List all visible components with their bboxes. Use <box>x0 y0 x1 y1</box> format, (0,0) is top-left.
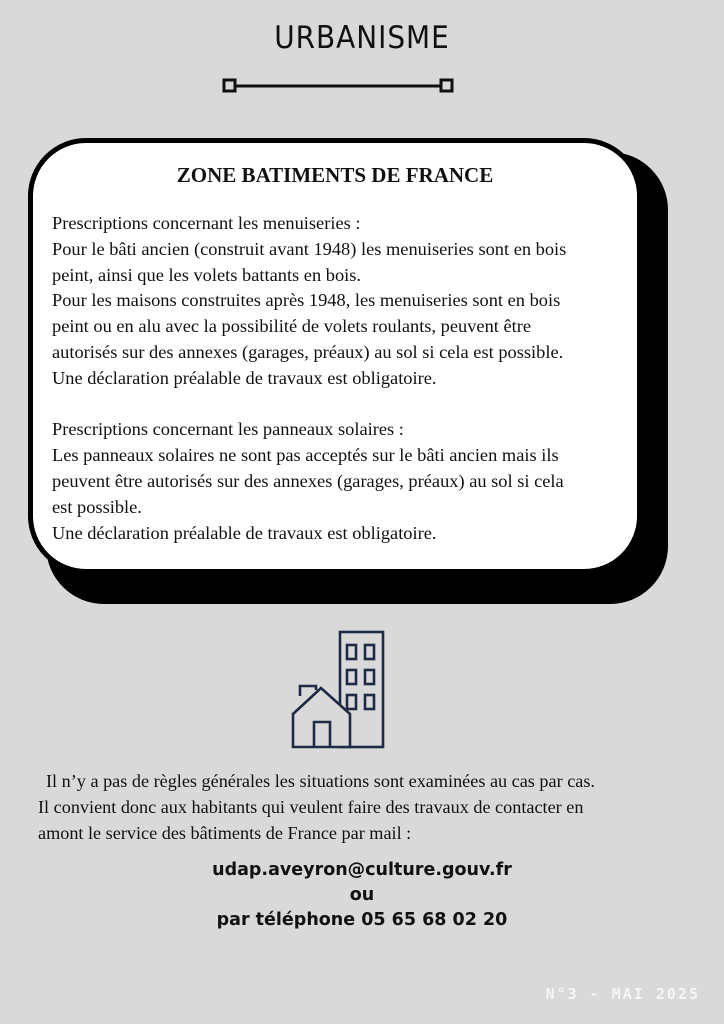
intro-line: Il n’y a pas de règles générales les situations sont examinées au cas par cas. <box>46 771 595 791</box>
divider-line-icon <box>222 78 454 94</box>
text-line: Une déclaration préalable de travaux est obligatoire. <box>52 522 437 543</box>
buildings-icon <box>290 630 386 750</box>
text-line: est possible. <box>52 496 142 517</box>
card-body <box>52 211 642 546</box>
contact-block <box>0 858 724 933</box>
text-line: autorisés sur des annexes (garages, préaux) au sol si cela est possible. <box>52 341 564 362</box>
text-line: Pour le bâti ancien (construit avant 1948) les menuiseries sont en bois <box>52 238 567 259</box>
card-title: ZONE BATIMENTS DE FRANCE <box>176 163 494 187</box>
contact-email[interactable]: udap.aveyron@culture.gouv.fr <box>212 860 512 880</box>
section-heading-menuiseries: Prescriptions concernant les menuiseries : <box>52 213 361 233</box>
info-card <box>28 138 642 574</box>
intro-text <box>38 768 698 846</box>
text-line: peuvent être autorisés sur des annexes (garages, préaux) au sol si cela <box>52 470 564 491</box>
page-title: URBANISME <box>274 20 450 56</box>
issue-footer: N°3 - MAI 2025 <box>545 985 700 1003</box>
section-heading-solaires: Prescriptions concernant les panneaux solaires : <box>52 419 404 440</box>
text-line: Une déclaration préalable de travaux est obligatoire. <box>52 367 437 388</box>
intro-line: Il convient donc aux habitants qui veulent faire des travaux de contacter en <box>38 797 584 817</box>
text-line: Pour les maisons construites après 1948, les menuiseries sont en bois <box>52 290 561 311</box>
contact-phone[interactable]: par téléphone 05 65 68 02 20 <box>216 910 508 930</box>
intro-line: amont le service des bâtiments de France par mail : <box>38 823 412 843</box>
text-line: peint ou en alu avec la possibilité de volets roulants, peuvent être <box>52 316 532 337</box>
text-line: Les panneaux solaires ne sont pas acceptés sur le bâti ancien mais ils <box>52 445 559 466</box>
contact-separator: ou <box>349 885 375 905</box>
text-line: peint, ainsi que les volets battants en bois. <box>52 264 362 285</box>
